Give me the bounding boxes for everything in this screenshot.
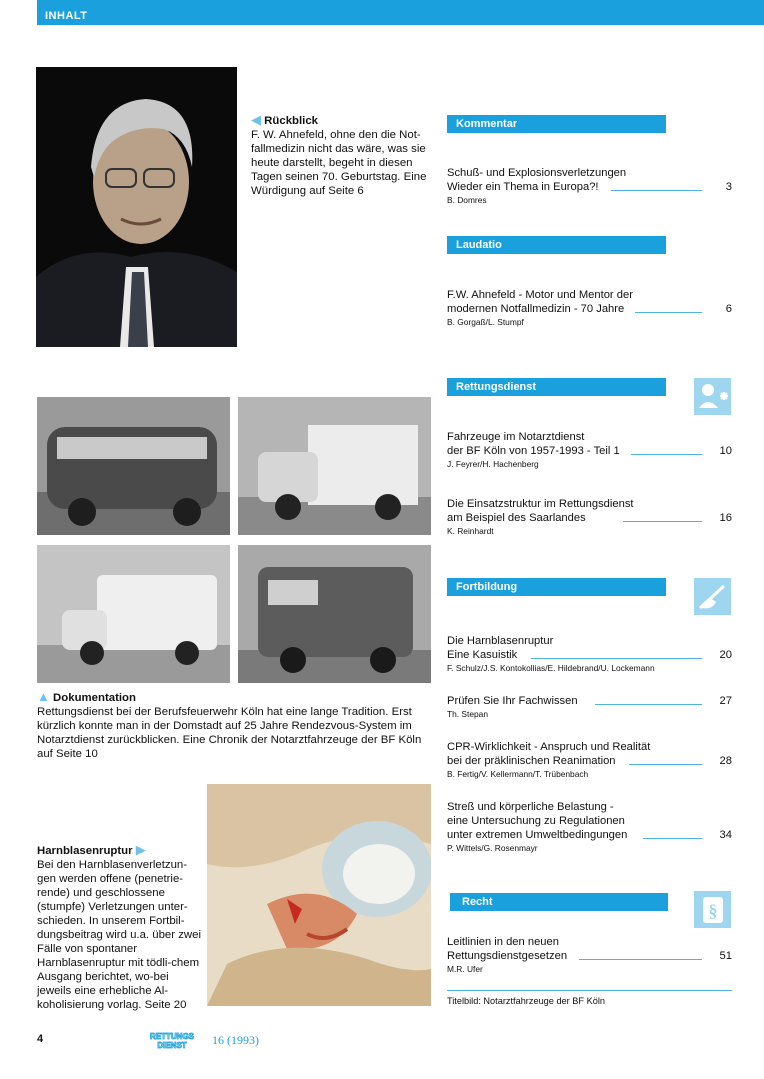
entry-page-number: 34 [719, 829, 732, 841]
vehicle-photo-4 [238, 545, 431, 683]
entry-title-line: Wieder ein Thema in Europa?! [447, 181, 599, 193]
toc-entry-fortbildung-4[interactable] [447, 800, 732, 856]
section-fortbildung-bar: Fortbildung [447, 578, 666, 596]
entry-page-number: 3 [725, 181, 732, 193]
entry-authors: K. Reinhardt [447, 526, 494, 536]
vehicle-photo-3 [37, 545, 230, 683]
portrait-photo [36, 67, 237, 347]
entry-title-line: Die Harnblasenruptur [447, 635, 554, 647]
entry-leader-rule [579, 959, 702, 960]
entry-authors: B. Gorgaß/L. Stumpf [447, 317, 524, 327]
entry-page-number: 51 [719, 950, 732, 962]
entry-page-number: 6 [725, 303, 732, 315]
entry-page-number: 16 [719, 512, 732, 524]
ambulance-person-icon [694, 378, 731, 415]
entry-authors: M.R. Ufer [447, 964, 483, 974]
vehicle-photo-2 [238, 397, 431, 535]
entry-title-line: bei der präklinischen Reanimation [447, 755, 616, 767]
harnblasenruptur-text: Bei den Harnblasenverletzun-gen werden offene (penetrie-rende) und geschlossene (stumpfe) Verletzungen unter-schieden. In unserem Fortbil-dungsbeitrag wird u.a. über zwei Fälle von spontaner Harnblasenruptur mit tödli-chem Ausgang berichtet, wo-bei jeweils eine erhebliche Al-koholisierung vorlag. Seite 20 [37, 859, 201, 1011]
header-bar [37, 0, 764, 25]
entry-leader-rule [631, 454, 702, 455]
entry-leader-rule [643, 838, 702, 839]
toc-entry-recht-1[interactable] [447, 935, 732, 977]
entry-leader-rule [623, 521, 702, 522]
paragraph-book-icon [694, 891, 731, 928]
entry-authors: J. Feyrer/H. Hachenberg [447, 459, 539, 469]
toc-entry-rettungsdienst-1[interactable] [447, 430, 732, 472]
rueckblick-caption [251, 113, 431, 198]
entry-authors: B. Fertig/V. Kellermann/T. Trübenbach [447, 769, 589, 779]
rueckblick-text: F. W. Ahnefeld, ohne den die Not-fallmedizin nicht das wäre, was sie heute darstellt, begeht in diesen Tagen seinen 70. Geburtstag. Eine Würdigung auf Seite 6 [251, 129, 427, 197]
header-label: INHALT [45, 10, 88, 22]
entry-title-line: Leitlinien in den neuen [447, 936, 559, 948]
entry-title-line: Die Einsatzstruktur im Rettungsdienst [447, 498, 634, 510]
entry-title-line: F.W. Ahnefeld - Motor und Mentor der [447, 289, 633, 301]
entry-leader-rule [611, 190, 702, 191]
toc-entry-fortbildung-1[interactable] [447, 634, 732, 676]
entry-leader-rule [629, 764, 702, 765]
arrow-right-icon: ▶ [135, 842, 146, 857]
arrow-left-icon: ◀ [251, 112, 261, 127]
entry-title-line: der BF Köln von 1957-1993 - Teil 1 [447, 445, 620, 457]
cover-note: Titelbild: Notarztfahrzeuge der BF Köln [447, 996, 605, 1006]
entry-page-number: 20 [719, 649, 732, 661]
toc-entry-fortbildung-3[interactable] [447, 740, 732, 782]
harnblasenruptur-title: Harnblasenruptur [37, 845, 133, 857]
entry-authors: P. Wittels/G. Rosenmayr [447, 843, 538, 853]
entry-page-number: 28 [719, 755, 732, 767]
entry-authors: B. Domres [447, 195, 487, 205]
entry-title-line: unter extremen Umweltbedingungen [447, 829, 628, 841]
entry-title-line: Streß und körperliche Belastung - [447, 801, 614, 813]
bottom-divider [447, 990, 732, 991]
toc-entry-laudatio-1[interactable] [447, 288, 732, 330]
dokumentation-text: Rettungsdienst bei der Berufsfeuerwehr Köln hat eine lange Tradition. Erst kürzlich konnte man in der Domstadt auf 25 Jahre Rendezvous-System im Notarztdienst zurückblicken. Eine Chronik der Notarztfahrzeuge der BF Köln auf Seite 10 [37, 706, 422, 760]
entry-title-line: Eine Kasuistik [447, 649, 518, 661]
entry-leader-rule [595, 704, 702, 705]
toc-entry-fortbildung-2[interactable] [447, 694, 732, 722]
entry-page-number: 10 [719, 445, 732, 457]
entry-page-number: 27 [719, 695, 732, 707]
svg-text:RETTUNGS: RETTUNGS [150, 1032, 194, 1041]
entry-title-line: CPR-Wirklichkeit - Anspruch und Realität [447, 741, 651, 753]
section-laudatio-bar: Laudatio [447, 236, 666, 254]
toc-entry-kommentar-1[interactable] [447, 166, 732, 208]
entry-title-line: Schuß- und Explosionsverletzungen [447, 167, 627, 179]
entry-title-line: Fahrzeuge im Notarztdienst [447, 431, 585, 443]
harnblasenruptur-caption [37, 843, 205, 1012]
section-rettungsdienst-bar: Rettungsdienst [447, 378, 666, 396]
dokumentation-caption [37, 690, 427, 761]
entry-title-line: Prüfen Sie Ihr Fachwissen [447, 695, 578, 707]
entry-title-line: modernen Notfallmedizin - 70 Jahre [447, 303, 625, 315]
entry-authors: Th. Stepan [447, 709, 488, 719]
entry-authors: F. Schulz/J.S. Kontokollias/E. Hildebrand/U. Lockemann [447, 663, 655, 673]
rueckblick-title: Rückblick [264, 115, 318, 127]
svg-text:§: § [708, 901, 718, 921]
svg-text:DIENST: DIENST [157, 1041, 187, 1050]
arrow-up-icon: ▲ [37, 689, 50, 704]
writing-hand-icon [694, 578, 731, 615]
magazine-logo [146, 1030, 198, 1050]
issue-label: 16 (1993) [212, 1033, 259, 1047]
anatomy-illustration [207, 784, 431, 1006]
section-kommentar-bar: Kommentar [447, 115, 666, 133]
vehicle-photo-1 [37, 397, 230, 535]
dokumentation-title: Dokumentation [53, 692, 136, 704]
entry-leader-rule [531, 658, 702, 659]
entry-title-line: eine Untersuchung zu Regulationen [447, 815, 625, 827]
entry-leader-rule [635, 312, 702, 313]
entry-title-line: Rettungsdienstgesetzen [447, 950, 568, 962]
toc-entry-rettungsdienst-2[interactable] [447, 497, 732, 539]
entry-title-line: am Beispiel des Saarlandes [447, 512, 586, 524]
page-number: 4 [37, 1033, 44, 1045]
section-recht-bar: Recht [450, 893, 668, 911]
